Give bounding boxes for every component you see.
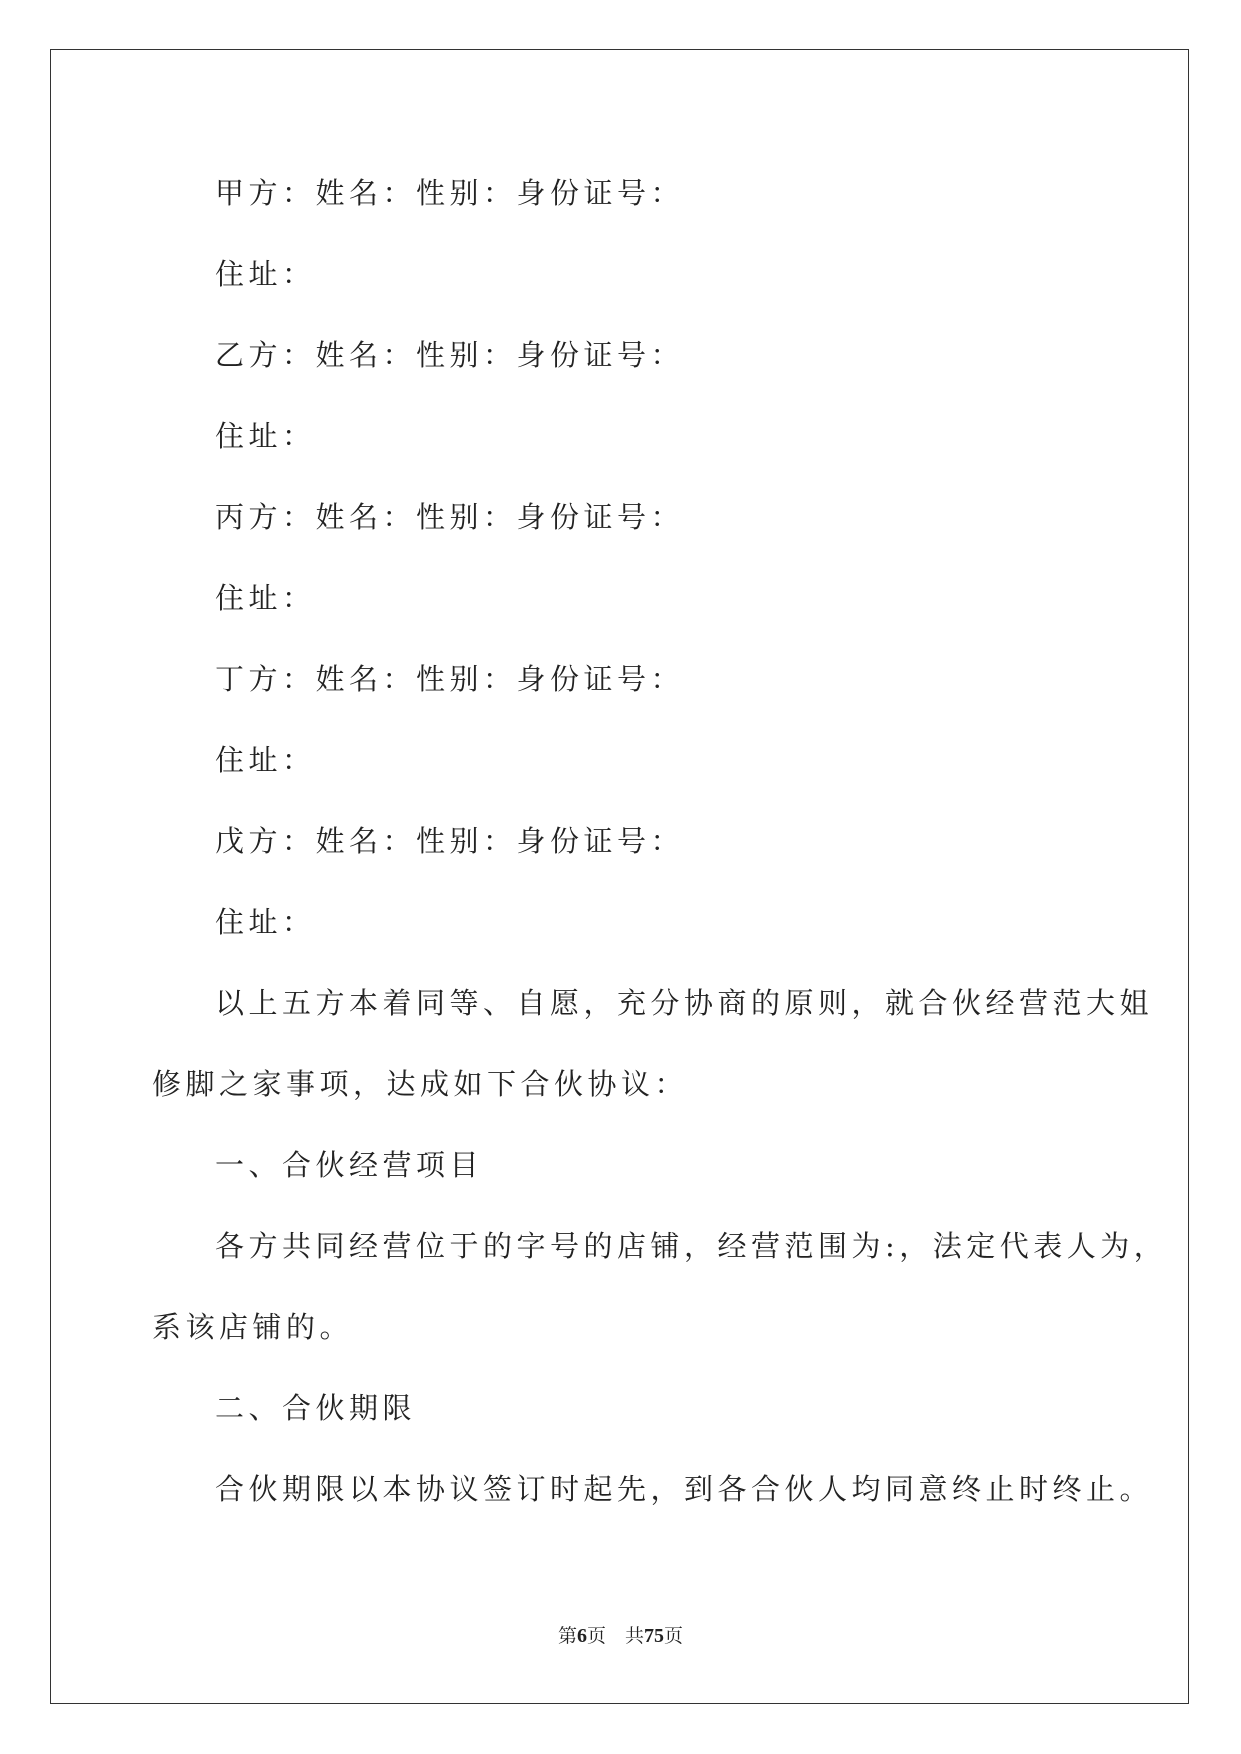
party-e-address: 住址：	[215, 905, 316, 939]
intro-paragraph-line-2: 修脚之家事项，达成如下合伙协议：	[152, 1067, 689, 1101]
party-c-info: 丙方：姓名：性别：身份证号：	[215, 500, 685, 534]
total-page-number: 75	[644, 1625, 664, 1647]
party-d-address: 住址：	[215, 743, 316, 777]
section-1-line-2: 系该店铺的。	[152, 1310, 354, 1344]
footer-suffix: 页	[664, 1625, 684, 1647]
party-b-info: 乙方：姓名：性别：身份证号：	[215, 338, 685, 372]
page-border	[50, 49, 1189, 1704]
section-1-heading: 一、合伙经营项目	[215, 1148, 484, 1182]
section-2-line-1: 合伙期限以本协议签订时起先，到各合伙人均同意终止时终止。	[215, 1472, 1154, 1506]
party-d-info: 丁方：姓名：性别：身份证号：	[215, 662, 685, 696]
page-footer	[0, 1624, 1241, 1648]
current-page-number: 6	[576, 1625, 587, 1647]
party-a-address: 住址：	[215, 257, 316, 291]
party-e-info: 戊方：姓名：性别：身份证号：	[215, 824, 685, 858]
section-1-line-1: 各方共同经营位于的字号的店铺，经营范围为:，法定代表人为，	[215, 1229, 1168, 1263]
section-2-heading: 二、合伙期限	[215, 1391, 417, 1425]
footer-middle: 页 共	[586, 1625, 644, 1647]
party-a-info: 甲方：姓名：性别：身份证号：	[215, 176, 685, 210]
intro-paragraph-line-1: 以上五方本着同等、自愿，充分协商的原则，就合伙经营范大姐	[215, 986, 1154, 1020]
footer-prefix: 第	[557, 1625, 577, 1647]
party-b-address: 住址：	[215, 419, 316, 453]
party-c-address: 住址：	[215, 581, 316, 615]
